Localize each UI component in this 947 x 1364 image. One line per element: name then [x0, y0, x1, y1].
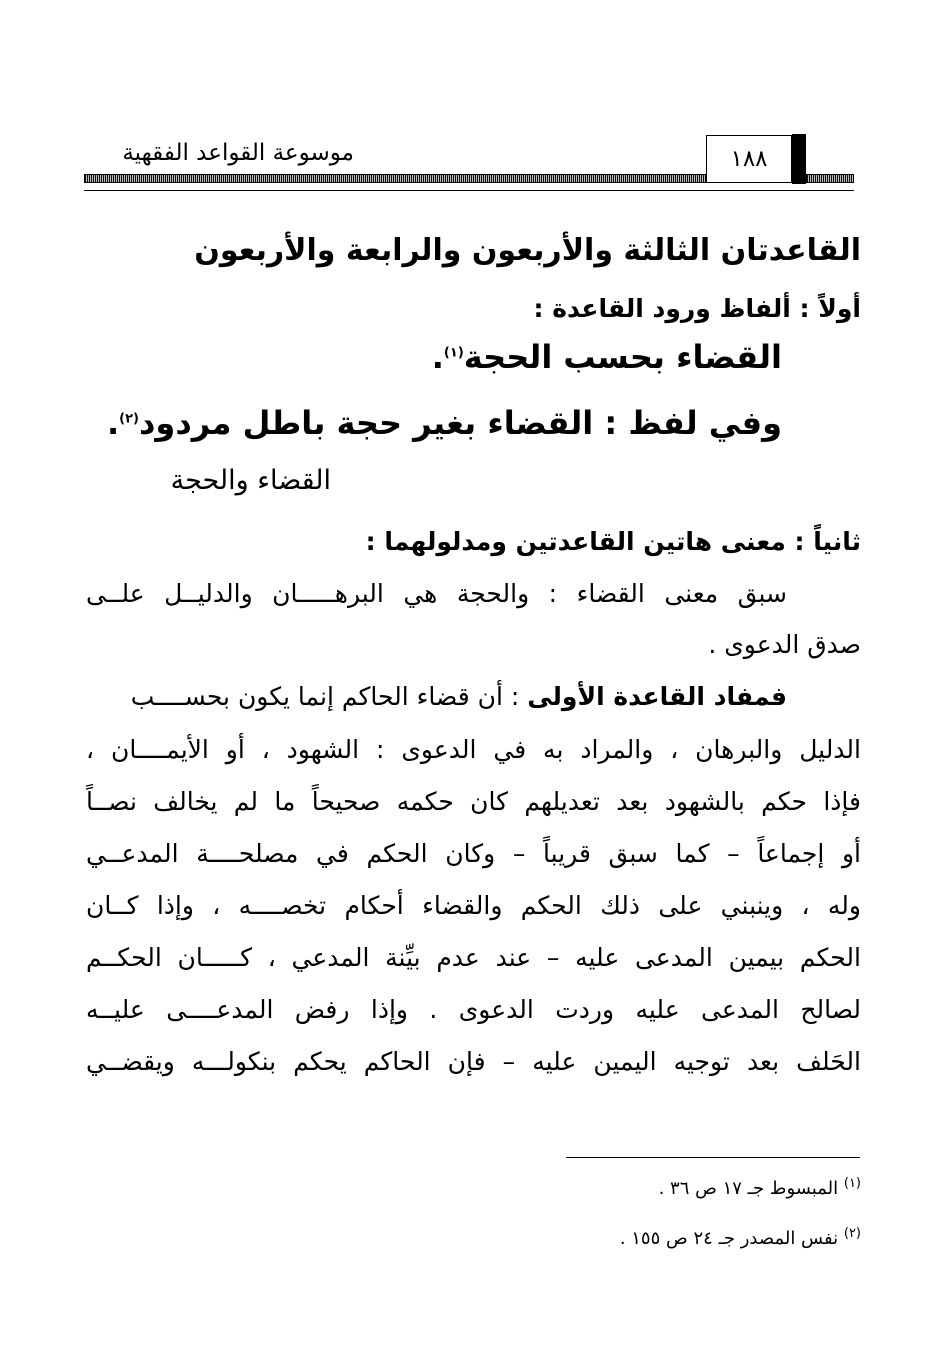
section2-heading: ثانياً : معنى هاتين القاعدتين ومدلولهما :: [365, 527, 861, 556]
paragraph-line: سبق معنى القضاء : والحجة هي البرهـــــان والدليــل علــى: [86, 579, 787, 608]
rule-2-text: وفي لفظ : القضاء بغير حجة باطل مردود: [139, 404, 782, 442]
rule-subtitle: القضاء والحجة: [170, 465, 331, 496]
header-shaded-rule: [84, 174, 706, 183]
footnote-ref-2: (٢): [119, 411, 139, 427]
page-title: القاعدتان الثالثة والأربعون والرابعة والأربعون: [194, 233, 861, 268]
header-shaded-rule-right: [806, 174, 854, 183]
rule-statement-1: [432, 338, 782, 376]
paragraph-line: الحكم بيمين المدعى عليه – عند عدم بيِّنة المدعي ، كـــــان الحكــم: [86, 943, 861, 972]
footnote-ref-1: (١): [443, 345, 464, 361]
rule-1-end: .: [431, 338, 444, 376]
paragraph-line: الدليل والبرهان ، والمراد به في الدعوى : الشهود ، أو الأيمــــان ،: [86, 735, 861, 764]
header-thin-rule: [84, 190, 854, 191]
emphasis-lead: فمفاد القاعدة الأولى : أن قضاء الحاكم إنما يكون بحســــب: [130, 682, 787, 711]
paragraph-line: [86, 682, 787, 711]
paragraph-line: الحَلف بعد توجيه اليمين عليه – فإن الحاكم يحكم بنكولـــه ويقضــي: [86, 1047, 861, 1076]
running-title: موسوعة القواعد الفقهية: [122, 140, 354, 166]
header-bar-decoration: [792, 134, 806, 184]
footnote-text: نفس المصدر جـ ٢٤ ص ١٥٥ .: [619, 1228, 839, 1249]
rule-2-end: .: [107, 404, 120, 442]
section1-heading: أولاً : ألفاظ ورود القاعدة :: [533, 294, 861, 323]
paragraph-line: أو إجماعاً – كما سبق قريباً – وكان الحكم في مصلحــــة المدعــي: [86, 839, 861, 868]
paragraph-line: وله ، وينبني على ذلك الحكم والقضاء أحكام تخصــــه ، وإذا كــان: [86, 891, 861, 920]
footnote-2: [620, 1228, 861, 1249]
rule-1-text: القضاء بحسب الحجة: [463, 338, 782, 376]
footnote-marker: (١): [843, 1176, 861, 1191]
footnote-marker: (٢): [843, 1226, 861, 1241]
paragraph-line: صدق الدعوى .: [708, 630, 861, 659]
paragraph-line: فإذا حكم بالشهود بعد تعديلهم كان حكمه صحيحاً ما لم يخالف نصــاً: [86, 787, 861, 816]
page-header: [0, 0, 947, 200]
page-number: ١٨٨: [706, 135, 792, 183]
footnote-text: المبسوط جـ ١٧ ص ٣٦ .: [658, 1178, 839, 1199]
paragraph-line: لصالح المدعى عليه وردت الدعوى . وإذا رفض المدعــــى عليــه: [86, 995, 861, 1024]
footnote-1: [659, 1178, 861, 1199]
rule-statement-2: [107, 404, 782, 442]
footnote-separator: [566, 1157, 860, 1158]
